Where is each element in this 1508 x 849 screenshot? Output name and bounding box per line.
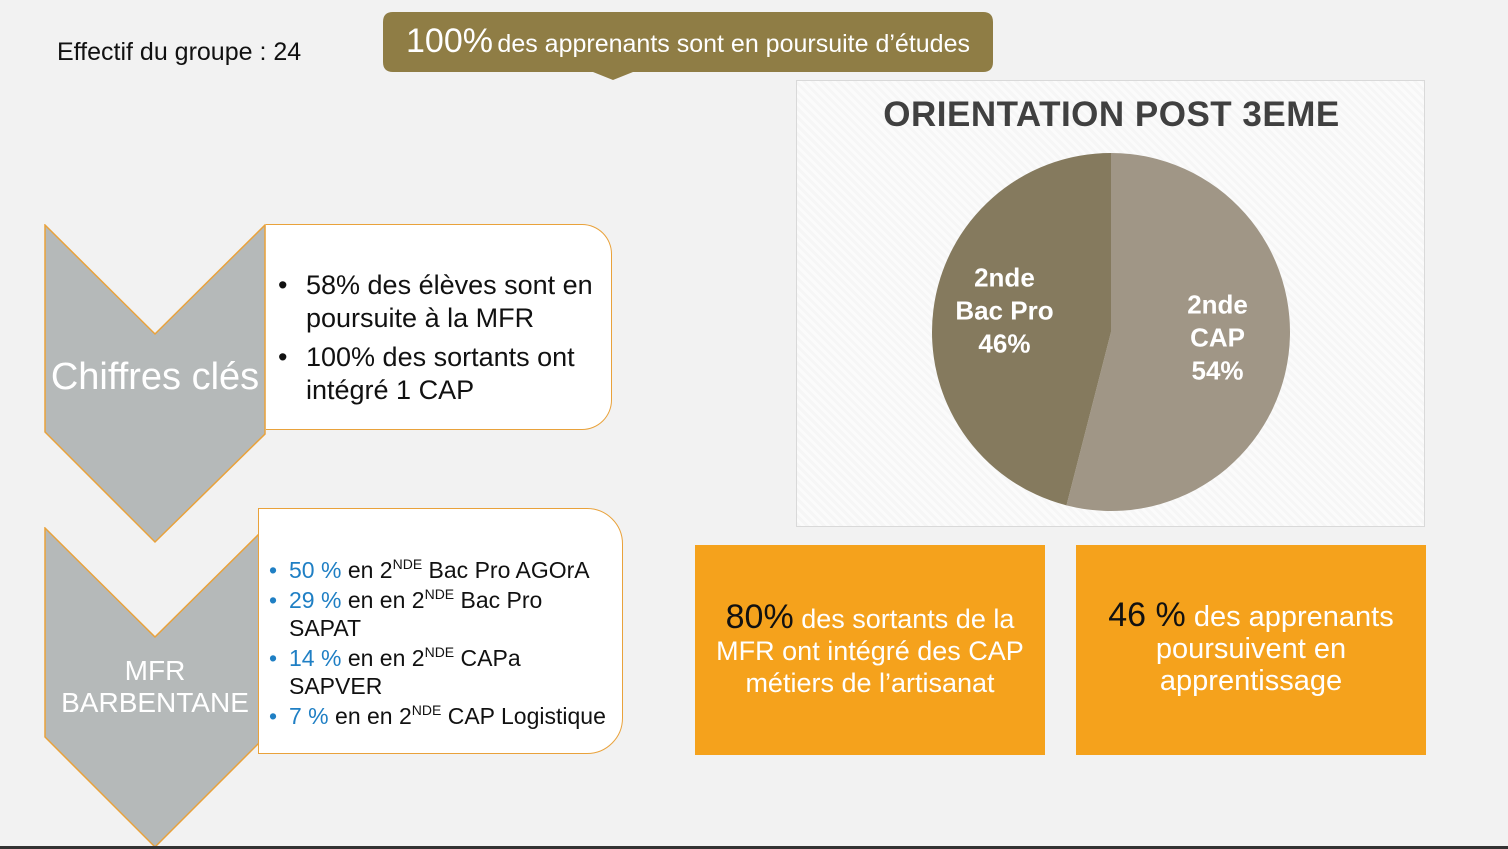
breakdown-program: CAP Logistique xyxy=(447,703,606,729)
breakdown-item xyxy=(269,702,619,730)
breakdown-sup: NDE xyxy=(392,556,423,572)
banner-percentage: 100% xyxy=(406,22,493,60)
breakdown-prefix: en en 2 xyxy=(347,587,425,613)
breakdown-item xyxy=(269,556,619,584)
mfr-breakdown-box xyxy=(258,508,623,754)
group-size-label: Effectif du groupe : 24 xyxy=(57,38,302,66)
breakdown-sup: NDE xyxy=(424,644,455,660)
stat-percentage: 80% xyxy=(725,598,794,636)
breakdown-program: Bac Pro SAPAT xyxy=(289,587,543,641)
breakdown-percent: 50 % xyxy=(289,557,342,583)
breakdown-program: CAPa SAPVER xyxy=(289,645,521,699)
breakdown-percent: 14 % xyxy=(289,645,342,671)
orientation-chart xyxy=(796,80,1425,527)
headline-banner xyxy=(383,12,993,72)
pie-slice-label: 2nde CAP 54% xyxy=(1187,289,1248,386)
mfr-label-line2: BARBENTANE xyxy=(61,687,249,718)
key-figure-item: • 58% des élèves sont en poursuite à la MFR xyxy=(278,269,616,335)
stat-text: des apprenants poursuivent en apprentissage xyxy=(1155,601,1394,697)
pie-slice-label: 2nde Bac Pro 46% xyxy=(955,262,1054,359)
key-figures-box xyxy=(266,224,612,430)
stat-box-artisanat xyxy=(695,545,1045,755)
stat-percentage: 46 % xyxy=(1108,596,1186,634)
breakdown-sup: NDE xyxy=(424,586,455,602)
breakdown-percent: 29 % xyxy=(289,587,342,613)
breakdown-program: Bac Pro AGOrA xyxy=(428,557,590,583)
breakdown-sup: NDE xyxy=(411,702,442,718)
chiffres-label: Chiffres clés xyxy=(50,356,260,398)
breakdown-prefix: en en 2 xyxy=(347,645,425,671)
breakdown-item xyxy=(269,586,619,642)
stat-box-apprentissage xyxy=(1076,545,1426,755)
breakdown-prefix: en en 2 xyxy=(335,703,412,729)
breakdown-percent: 7 % xyxy=(289,703,329,729)
stat-text: des sortants de la MFR ont intégré des CAP métiers de l’artisanat xyxy=(716,604,1024,698)
pie-chart xyxy=(797,81,1426,528)
banner-text: des apprenants sont en poursuite d’études xyxy=(497,30,970,58)
breakdown-item xyxy=(269,644,619,700)
key-figure-item: • 100% des sortants ont intégré 1 CAP xyxy=(278,341,616,407)
chart-title: ORIENTATION POST 3EME xyxy=(883,95,1340,134)
mfr-label xyxy=(44,655,266,719)
breakdown-prefix: en 2 xyxy=(347,557,393,583)
mfr-label-line1: MFR xyxy=(124,655,186,686)
